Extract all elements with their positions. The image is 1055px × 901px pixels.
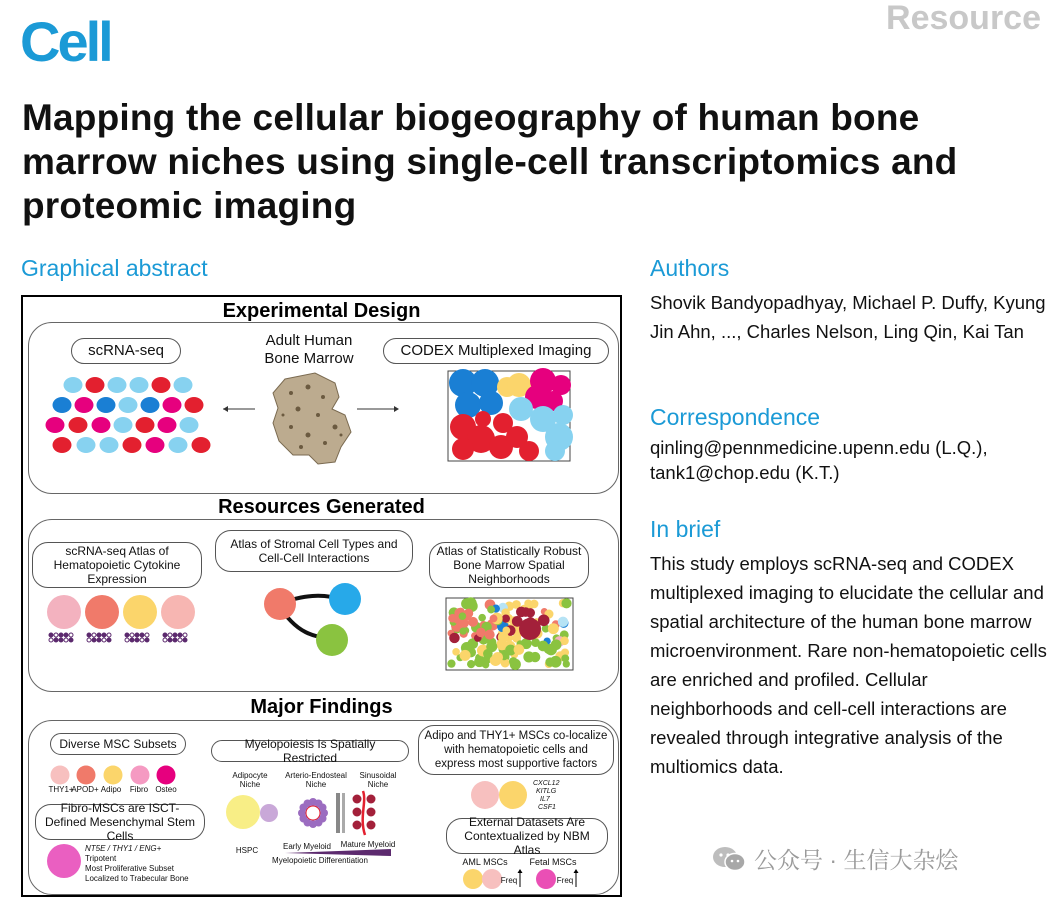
adipo-msc-circle <box>499 781 527 809</box>
myelopoiesis-label: Myelopoiesis Is Spatially Restricted <box>211 740 409 762</box>
colocalize-label: Adipo and THY1+ MSCs co-localize with hematopoietic cells and express most supportive factors <box>418 725 614 775</box>
fibro-msc-label: Fibro-MSCs are ISCT-Defined Mesenchymal Stem Cells <box>35 804 205 840</box>
mature-myeloid-cell <box>367 795 376 804</box>
msc-label-thy1: THY1+ <box>48 785 74 794</box>
in-brief-heading: In brief <box>650 516 721 542</box>
sinusoid-vessel <box>363 791 365 835</box>
msc-label-adipo: Adipo <box>100 785 122 794</box>
factor-csf1: CSF1 <box>538 804 556 811</box>
graphical-abstract <box>21 295 622 897</box>
correspondence-emails[interactable]: qinling@pennmedicine.upenn.edu (L.Q.), tank1@chop.edu (K.T.) <box>650 437 988 483</box>
codex-label: CODEX Multiplexed Imaging <box>383 338 609 364</box>
resources-generated-title: Resources Generated <box>218 496 425 518</box>
msc-label-fibro: Fibro <box>129 785 149 794</box>
early-myeloid-label: Early Myeloid <box>282 842 331 851</box>
cytokine-atlas-label: scRNA-seq Atlas of Hematopoietic Cytokine Expression <box>32 542 202 588</box>
factor-kitlg: KITLG <box>536 788 557 795</box>
findings-graphics <box>23 297 620 897</box>
fibro-note-trabecular: Localized to Trabecular Bone <box>85 874 189 883</box>
mature-myeloid-cell <box>353 821 362 830</box>
fetal-msc-label: Fetal MSCs <box>529 857 577 867</box>
mature-myeloid-label: Mature Myeloid <box>340 840 396 849</box>
watermark-text: 公众号 · 生信大杂烩 <box>754 847 959 873</box>
mature-myeloid-cell <box>367 821 376 830</box>
freq-arrow-head <box>574 869 579 873</box>
journal-logo: Cell <box>20 10 111 73</box>
wechat-icon <box>712 845 746 873</box>
msc-subset-circle <box>51 766 70 785</box>
mature-myeloid-cell <box>353 795 362 804</box>
fibro-msc-circle <box>47 844 81 878</box>
aml-msc-circle <box>463 869 483 889</box>
in-brief-text: This study employs scRNA-seq and CODEX multiplexed imaging to elucidate the cellular and spatial architecture of the human bone marrow microenvironment. Rare non-hematopoietic cells are enriched and profiled. Cellular neighborhoods and cell-cell interactions are revealed through integrative analysis of the multiomics data. <box>650 553 1047 777</box>
spatial-atlas-label: Atlas of Statistically Robust Bone Marrow Spatial Neighborhoods <box>429 542 589 588</box>
stromal-atlas-label: Atlas of Stromal Cell Types and Cell-Cell Interactions <box>215 530 413 572</box>
external-datasets-label: External Datasets Are Contextualized by NBM Atlas <box>446 818 608 854</box>
endosteal-bar <box>336 793 340 833</box>
aml-freq-label: Freq <box>500 876 518 885</box>
authors-heading: Authors <box>650 255 730 281</box>
sinusoidal-niche-label: Sinusoidal Niche <box>359 771 397 789</box>
fibro-note-tripotent: Tripotent <box>85 854 117 863</box>
arterio-endosteal-niche-label: Arterio-Endosteal Niche <box>285 771 347 789</box>
fetal-msc-circle <box>536 869 556 889</box>
fetal-freq-label: Freq <box>556 876 574 885</box>
msc-label-apod: APOD+ <box>71 785 99 794</box>
sample-label: Adult Human Bone Marrow <box>264 332 354 367</box>
thy1-msc-circle <box>471 781 499 809</box>
arteriole-ring <box>306 806 320 820</box>
freq-arrow-head <box>518 869 523 873</box>
major-findings-title: Major Findings <box>250 696 393 718</box>
mature-myeloid-cell <box>367 808 376 817</box>
experimental-design-title: Experimental Design <box>222 300 421 322</box>
hspc-circle <box>260 804 278 822</box>
msc-subset-circle <box>157 766 176 785</box>
aml-msc-label: AML MSCs <box>462 857 508 867</box>
scrna-seq-label: scRNA-seq <box>71 338 181 364</box>
watermark <box>712 842 958 875</box>
authors-list: Shovik Bandyopadhyay, Michael P. Duffy, Kyung Jin Ahn, ..., Charles Nelson, Ling Qin, Kai Tan <box>650 292 1046 342</box>
article-title: Mapping the cellular biogeography of human bone marrow niches using single-cell transcriptomics and proteomic imaging <box>22 97 958 226</box>
hspc-label: HSPC <box>235 846 259 855</box>
adipocyte-circle <box>226 795 260 829</box>
endosteal-bar <box>342 793 345 833</box>
msc-label-osteo: Osteo <box>155 785 177 794</box>
mature-myeloid-cell <box>353 808 362 817</box>
factor-il7: IL7 <box>540 796 550 803</box>
correspondence-heading: Correspondence <box>650 404 821 430</box>
msc-subset-circle <box>131 766 150 785</box>
msc-subsets-label: Diverse MSC Subsets <box>50 733 186 755</box>
section-label: Resource <box>886 0 1041 37</box>
fibro-markers: NT5E / THY1 / ENG+ <box>85 844 162 853</box>
myelopoietic-differentiation-label: Myelopoietic Differentiation <box>272 856 368 865</box>
msc-subset-circle <box>104 766 123 785</box>
graphical-abstract-heading: Graphical abstract <box>21 255 208 281</box>
adipocyte-niche-label: Adipocyte Niche <box>232 771 268 789</box>
msc-subset-circle <box>77 766 96 785</box>
fibro-note-proliferative: Most Proliferative Subset <box>85 864 174 873</box>
factor-cxcl12: CXCL12 <box>533 780 560 787</box>
